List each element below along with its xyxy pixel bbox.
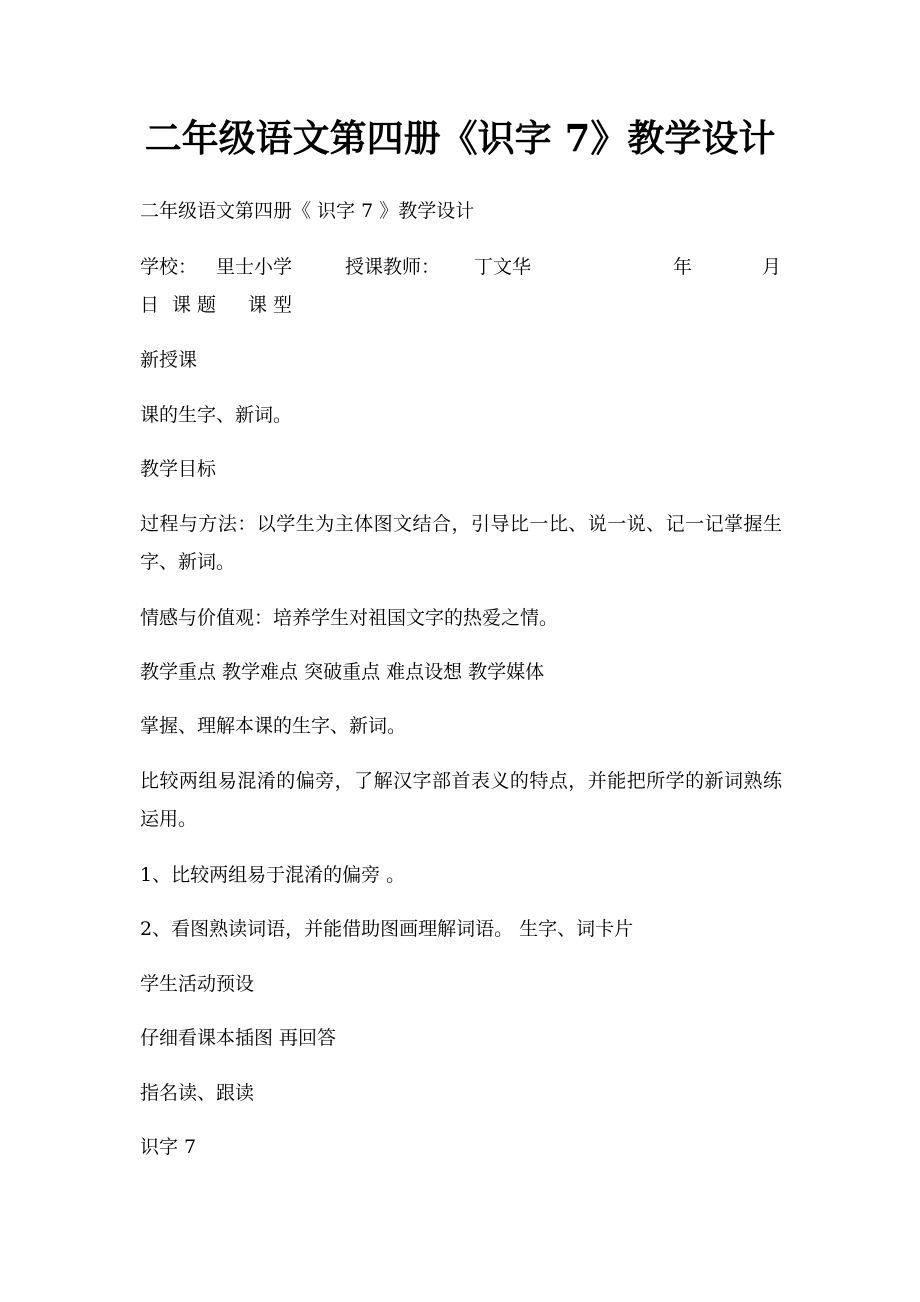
paragraph-breakthrough-2: 2、看图熟读词语，并能借助图画理解词语。 生字、词卡片 — [140, 918, 634, 940]
paragraph-key-point: 掌握、理解本课的生字、新词。 — [140, 715, 407, 737]
topic-label: 课 题 — [172, 294, 217, 316]
document-subtitle: 二年级语文第四册《 识字 7 》教学设计 — [140, 200, 475, 222]
paragraph-emotion-values: 情感与价值观：培养学生对祖国文字的热爱之情。 — [140, 607, 559, 629]
paragraph-lesson-type: 新授课 — [140, 349, 198, 371]
year-label: 年 — [673, 256, 693, 278]
teacher-name: 丁文华 — [474, 256, 532, 278]
info-line-2 — [140, 286, 782, 324]
teacher-label: 授课教师： — [345, 256, 441, 278]
paragraph-process-method: 过程与方法：以学生为主体图文结合，引导比一比、说一说、记一记掌握生字、新词。 — [140, 513, 782, 573]
paragraph-lesson-topic: 课的生字、新词。 — [140, 404, 293, 426]
school-name: 里士小学 — [216, 256, 293, 278]
type-label: 课 型 — [248, 294, 293, 316]
document-title: 二年级语文第四册《识字 7》教学设计 — [144, 116, 776, 160]
paragraph-objectives-heading: 教学目标 — [140, 458, 217, 480]
paragraph-key-points-header: 教学重点 教学难点 突破重点 难点设想 教学媒体 — [140, 661, 545, 683]
paragraph-breakthrough-1: 1、比较两组易于混淆的偏旁 。 — [140, 864, 406, 886]
paragraph-activity-2: 指名读、跟读 — [140, 1082, 255, 1104]
paragraph-activity-1: 仔细看课本插图 再回答 — [140, 1027, 337, 1049]
paragraph-lesson-name: 识字 7 — [140, 1136, 197, 1158]
paragraph-difficulty: 比较两组易混淆的偏旁，了解汉字部首表义的特点，并能把所学的新词熟练运用。 — [140, 770, 782, 830]
school-label: 学校： — [140, 256, 198, 278]
month-label: 月 — [762, 256, 782, 278]
paragraph-student-activities: 学生活动预设 — [140, 973, 255, 995]
day-label: 日 — [140, 294, 160, 316]
info-line-1 — [140, 248, 782, 286]
